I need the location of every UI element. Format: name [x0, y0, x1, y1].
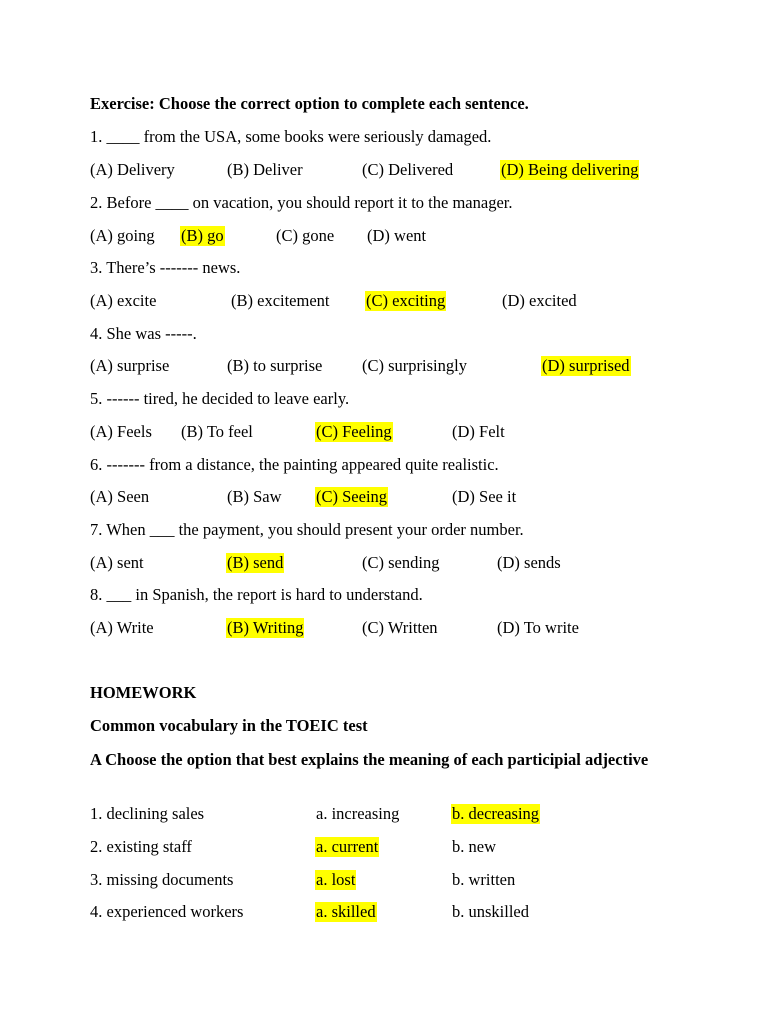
vocab-1-option-a: a. increasing: [316, 804, 400, 823]
q7-option-b-answer: (B) send: [227, 553, 284, 572]
q7-option-c: (C) sending: [362, 553, 440, 572]
vocab-1-option-b-answer: b. decreasing: [452, 804, 540, 823]
q8-option-b-answer: (B) Writing: [227, 618, 304, 637]
q5-option-c-answer: (C) Feeling: [316, 422, 392, 441]
q5-option-a: (A) Feels: [90, 422, 152, 441]
vocab-4-option-b: b. unskilled: [452, 902, 529, 921]
q6-option-d: (D) See it: [452, 487, 517, 506]
q2-option-b-answer: (B) go: [181, 226, 224, 245]
vocab-term-2: 2. existing staff: [90, 837, 192, 856]
q5-option-d: (D) Felt: [452, 422, 505, 441]
question-4: 4. She was -----.: [90, 324, 197, 343]
q6-option-a: (A) Seen: [90, 487, 150, 506]
q3-option-b: (B) excitement: [231, 291, 330, 310]
vocab-3-option-a-answer: a. lost: [316, 870, 356, 889]
vocab-4-option-a-answer: a. skilled: [316, 902, 376, 921]
q2-option-d: (D) went: [367, 226, 427, 245]
q8-option-a: (A) Write: [90, 618, 154, 637]
question-5: 5. ------ tired, he decided to leave early.: [90, 389, 350, 408]
question-2: 2. Before ____ on vacation, you should report it to the manager.: [90, 193, 513, 212]
vocab-2-option-b: b. new: [452, 837, 496, 856]
question-1: 1. ____ from the USA, some books were seriously damaged.: [90, 127, 492, 146]
q6-option-b: (B) Saw: [227, 487, 282, 506]
exercise-title: Exercise: Choose the correct option to complete each sentence.: [90, 94, 529, 113]
question-3: 3. There’s ------- news.: [90, 258, 241, 277]
q1-option-d-answer: (D) Being delivering: [501, 160, 639, 179]
question-6: 6. ------- from a distance, the painting appeared quite realistic.: [90, 455, 499, 474]
q8-option-c: (C) Written: [362, 618, 438, 637]
q7-option-a: (A) sent: [90, 553, 144, 572]
question-7: 7. When ___ the payment, you should present your order number.: [90, 520, 524, 539]
q4-option-b: (B) to surprise: [227, 356, 323, 375]
q5-option-b: (B) To feel: [181, 422, 253, 441]
q1-option-c: (C) Delivered: [362, 160, 454, 179]
q3-option-c-answer: (C) exciting: [366, 291, 446, 310]
vocab-term-3: 3. missing documents: [90, 870, 234, 889]
vocab-term-4: 4. experienced workers: [90, 902, 244, 921]
homework-subheading: Common vocabulary in the TOEIC test: [90, 716, 368, 735]
question-8: 8. ___ in Spanish, the report is hard to understand.: [90, 585, 423, 604]
q3-option-d: (D) excited: [502, 291, 577, 310]
q3-option-a: (A) excite: [90, 291, 157, 310]
q2-option-a: (A) going: [90, 226, 155, 245]
q8-option-d: (D) To write: [497, 618, 579, 637]
q4-option-c: (C) surprisingly: [362, 356, 467, 375]
q1-option-a: (A) Delivery: [90, 160, 175, 179]
q6-option-c-answer: (C) Seeing: [316, 487, 388, 506]
q7-option-d: (D) sends: [497, 553, 561, 572]
vocab-term-1: 1. declining sales: [90, 804, 205, 823]
vocab-2-option-a-answer: a. current: [316, 837, 379, 856]
q4-option-d-answer: (D) surprised: [542, 356, 630, 375]
q2-option-c: (C) gone: [276, 226, 335, 245]
homework-instruction: A Choose the option that best explains the meaning of each participial adjective: [90, 750, 649, 769]
homework-heading: HOMEWORK: [90, 683, 197, 702]
q1-option-b: (B) Deliver: [227, 160, 303, 179]
q4-option-a: (A) surprise: [90, 356, 170, 375]
vocab-3-option-b: b. written: [452, 870, 516, 889]
